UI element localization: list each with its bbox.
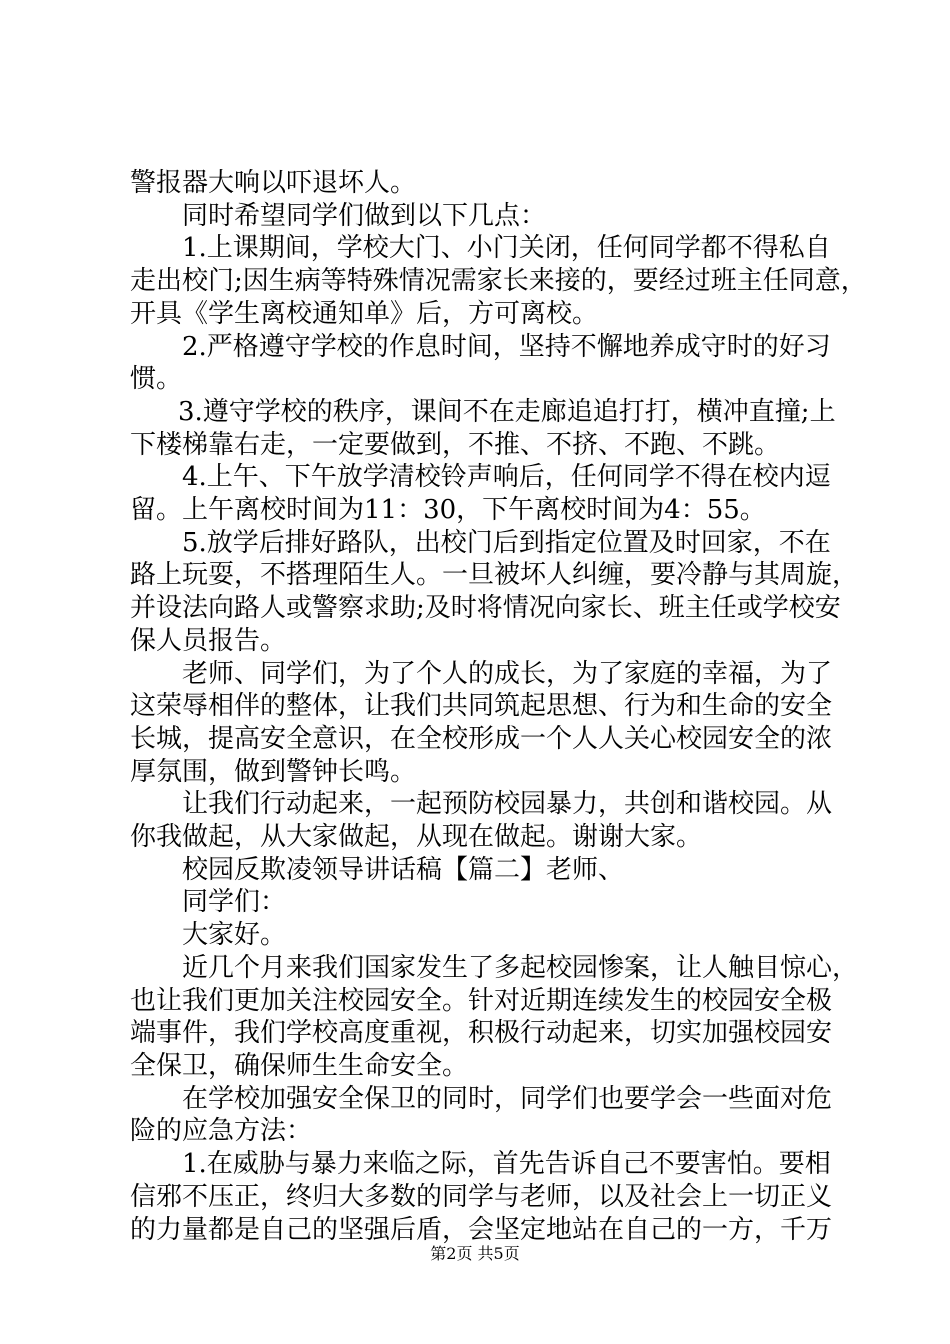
document-line: 厚氛围，做到警钟长鸣。 bbox=[130, 756, 417, 787]
document-line: 也让我们更加关注校园安全。针对近期连续发生的校园安全极 bbox=[130, 985, 833, 1016]
document-line: 警报器大响以吓退坏人。 bbox=[130, 168, 417, 198]
document-line: 全保卫，确保师生生命安全。 bbox=[130, 1050, 469, 1081]
document-line: 保人员报告。 bbox=[130, 625, 287, 656]
document-line: 留。上午离校时间为11：30，下午离校时间为4：55。 bbox=[130, 495, 766, 526]
document-line: 近几个月来我们国家发生了多起校园惨案，让人触目惊心， bbox=[182, 952, 859, 983]
document-line: 惯。 bbox=[130, 364, 183, 395]
document-line: 大家好。 bbox=[182, 920, 287, 951]
document-line: 4.上午、下午放学清校铃声响后，任何同学不得在校内逗 bbox=[182, 462, 831, 493]
document-line: 端事件，我们学校高度重视，积极行动起来，切实加强校园安 bbox=[130, 1018, 833, 1049]
document-line: 下楼梯靠右走，一定要做到，不推、不挤、不跑、不跳。 bbox=[130, 429, 781, 460]
document-line: 2.严格遵守学校的作息时间，坚持不懈地养成守时的好习 bbox=[182, 331, 831, 362]
document-line: 同时希望同学们做到以下几点： bbox=[182, 200, 547, 231]
document-line: 校园反欺凌领导讲话稿【篇二】老师、 bbox=[182, 854, 625, 885]
document-line: 你我做起，从大家做起，从现在做起。谢谢大家。 bbox=[130, 822, 703, 853]
document-line: 的力量都是自己的坚强后盾，会坚定地站在自己的一方，千万 bbox=[130, 1214, 833, 1245]
document-line: 5.放学后排好路队，出校门后到指定位置及时回家，不在 bbox=[182, 527, 831, 558]
document-line: 险的应急方法： bbox=[130, 1116, 313, 1147]
document-line: 3.遵守学校的秩序，课间不在走廊追追打打，横冲直撞;上 bbox=[178, 396, 836, 427]
document-line: 1.在威胁与暴力来临之际，首先告诉自己不要害怕。要相 bbox=[182, 1149, 831, 1180]
document-line: 开具《学生离校通知单》后，方可离校。 bbox=[130, 298, 599, 329]
document-line: 长城，提高安全意识，在全校形成一个人人关心校园安全的浓 bbox=[130, 723, 833, 754]
document-body bbox=[130, 167, 867, 1246]
document-line: 并设法向路人或警察求助;及时将情况向家长、班主任或学校安 bbox=[130, 593, 841, 624]
document-line: 老师、同学们，为了个人的成长，为了家庭的幸福，为了 bbox=[182, 658, 833, 689]
document-line: 信邪不压正，终归大多数的同学与老师，以及社会上一切正义 bbox=[130, 1181, 833, 1212]
document-line: 路上玩耍，不搭理陌生人。一旦被坏人纠缠，要冷静与其周旋， bbox=[130, 560, 859, 591]
document-line: 1.上课期间，学校大门、小门关闭，任何同学都不得私自 bbox=[182, 233, 831, 264]
document-line: 在学校加强安全保卫的同时，同学们也要学会一些面对危 bbox=[182, 1083, 833, 1114]
page-footer: 第2页 共5页 bbox=[430, 1244, 520, 1263]
document-line: 走出校门;因生病等特殊情况需家长来接的，要经过班主任同意， bbox=[130, 266, 867, 297]
document-line: 这荣辱相伴的整体，让我们共同筑起思想、行为和生命的安全 bbox=[130, 691, 833, 722]
document-line: 让我们行动起来，一起预防校园暴力，共创和谐校园。从 bbox=[182, 789, 833, 820]
document-line: 同学们： bbox=[182, 887, 287, 918]
